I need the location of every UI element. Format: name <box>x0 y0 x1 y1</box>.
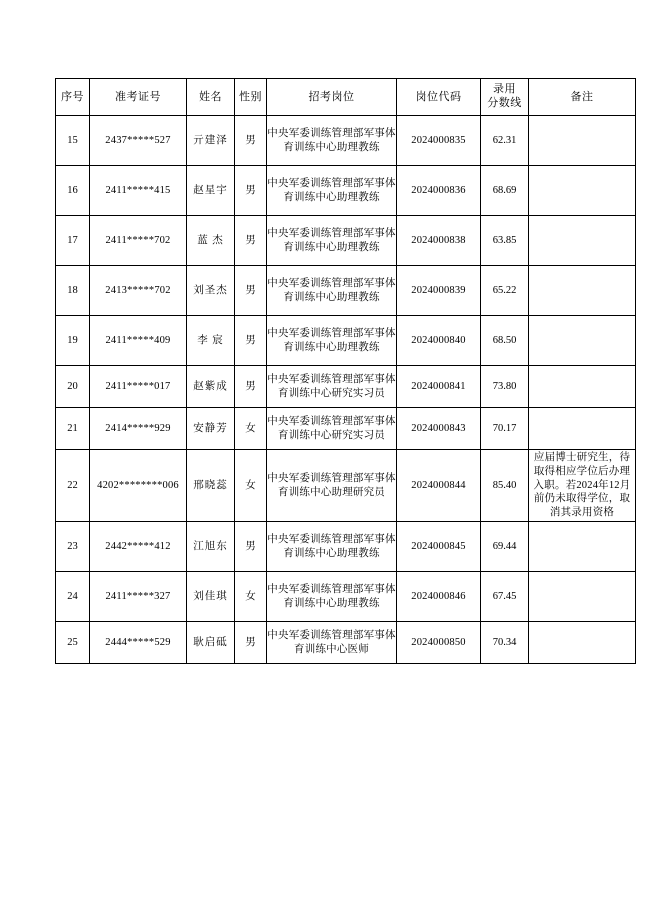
cell-remark: 应届博士研究生，待取得相应学位后办理入职。若2024年12月前仍未取得学位，取消其录用资格 <box>529 450 636 522</box>
cell-post: 中央军委训练管理部军事体育训练中心助理教练 <box>267 572 397 622</box>
cell-name: 耿启砥 <box>187 622 235 664</box>
cell-remark <box>529 572 636 622</box>
cell-post: 中央军委训练管理部军事体育训练中心助理教练 <box>267 522 397 572</box>
cell-name: 亓建泽 <box>187 116 235 166</box>
cell-gender: 男 <box>235 366 267 408</box>
cell-post-code: 2024000843 <box>397 408 481 450</box>
table-row <box>56 522 636 572</box>
cell-post-code: 2024000839 <box>397 266 481 316</box>
table-row <box>56 572 636 622</box>
column-header-post: 招考岗位 <box>267 79 397 116</box>
cell-score: 68.69 <box>481 166 529 216</box>
cell-gender: 女 <box>235 408 267 450</box>
table-row <box>56 366 636 408</box>
cell-post-code: 2024000850 <box>397 622 481 664</box>
column-header-post-code: 岗位代码 <box>397 79 481 116</box>
cell-name: 安静芳 <box>187 408 235 450</box>
cell-score: 70.17 <box>481 408 529 450</box>
cell-score: 68.50 <box>481 316 529 366</box>
cell-gender: 男 <box>235 622 267 664</box>
column-header-gender: 性别 <box>235 79 267 116</box>
cell-gender: 女 <box>235 572 267 622</box>
cell-gender: 男 <box>235 166 267 216</box>
cell-post-code: 2024000835 <box>397 116 481 166</box>
cell-post-code: 2024000838 <box>397 216 481 266</box>
cell-gender: 男 <box>235 216 267 266</box>
cell-index: 17 <box>56 216 90 266</box>
cell-score: 70.34 <box>481 622 529 664</box>
cell-admission-no: 2444*****529 <box>90 622 187 664</box>
table-row <box>56 266 636 316</box>
cell-post: 中央军委训练管理部军事体育训练中心助理研究员 <box>267 450 397 522</box>
column-header-score-line2: 分数线 <box>487 97 522 109</box>
recruitment-results-table <box>55 78 636 664</box>
cell-post: 中央军委训练管理部军事体育训练中心助理教练 <box>267 116 397 166</box>
cell-post: 中央军委训练管理部军事体育训练中心助理教练 <box>267 316 397 366</box>
cell-index: 16 <box>56 166 90 216</box>
column-header-score <box>481 79 529 116</box>
cell-remark <box>529 366 636 408</box>
cell-admission-no: 2437*****527 <box>90 116 187 166</box>
cell-name: 邢晓蕊 <box>187 450 235 522</box>
cell-name: 江旭东 <box>187 522 235 572</box>
cell-post-code: 2024000846 <box>397 572 481 622</box>
cell-post: 中央军委训练管理部军事体育训练中心研究实习员 <box>267 366 397 408</box>
cell-remark <box>529 116 636 166</box>
cell-remark <box>529 522 636 572</box>
cell-index: 15 <box>56 116 90 166</box>
cell-post-code: 2024000841 <box>397 366 481 408</box>
table-header-row <box>56 79 636 116</box>
cell-index: 23 <box>56 522 90 572</box>
cell-score: 73.80 <box>481 366 529 408</box>
cell-admission-no: 2413*****702 <box>90 266 187 316</box>
cell-index: 18 <box>56 266 90 316</box>
table-row <box>56 408 636 450</box>
cell-score: 62.31 <box>481 116 529 166</box>
table-row <box>56 116 636 166</box>
table-row <box>56 450 636 522</box>
cell-name: 李 宸 <box>187 316 235 366</box>
cell-admission-no: 2414*****929 <box>90 408 187 450</box>
cell-index: 21 <box>56 408 90 450</box>
cell-name: 赵紫成 <box>187 366 235 408</box>
cell-gender: 男 <box>235 266 267 316</box>
cell-index: 25 <box>56 622 90 664</box>
cell-index: 20 <box>56 366 90 408</box>
cell-remark <box>529 316 636 366</box>
table-row <box>56 216 636 266</box>
table-row <box>56 622 636 664</box>
cell-name: 赵星宇 <box>187 166 235 216</box>
cell-admission-no: 2411*****702 <box>90 216 187 266</box>
cell-admission-no: 2442*****412 <box>90 522 187 572</box>
cell-post-code: 2024000845 <box>397 522 481 572</box>
cell-name: 刘圣杰 <box>187 266 235 316</box>
cell-admission-no: 2411*****415 <box>90 166 187 216</box>
cell-gender: 女 <box>235 450 267 522</box>
cell-admission-no: 2411*****017 <box>90 366 187 408</box>
cell-admission-no: 4202********006 <box>90 450 187 522</box>
cell-name: 蓝 杰 <box>187 216 235 266</box>
cell-admission-no: 2411*****409 <box>90 316 187 366</box>
cell-score: 63.85 <box>481 216 529 266</box>
cell-post: 中央军委训练管理部军事体育训练中心助理教练 <box>267 266 397 316</box>
cell-gender: 男 <box>235 522 267 572</box>
cell-post: 中央军委训练管理部军事体育训练中心助理教练 <box>267 216 397 266</box>
cell-admission-no: 2411*****327 <box>90 572 187 622</box>
cell-score: 67.45 <box>481 572 529 622</box>
cell-score: 85.40 <box>481 450 529 522</box>
column-header-score-line1: 录用 <box>493 83 516 96</box>
column-header-remark: 备注 <box>529 79 636 116</box>
cell-post-code: 2024000844 <box>397 450 481 522</box>
table-row <box>56 166 636 216</box>
cell-index: 22 <box>56 450 90 522</box>
cell-remark <box>529 166 636 216</box>
cell-post-code: 2024000840 <box>397 316 481 366</box>
cell-gender: 男 <box>235 116 267 166</box>
cell-name: 刘佳琪 <box>187 572 235 622</box>
cell-remark <box>529 622 636 664</box>
cell-remark <box>529 266 636 316</box>
cell-index: 24 <box>56 572 90 622</box>
column-header-admission-no: 准考证号 <box>90 79 187 116</box>
cell-score: 69.44 <box>481 522 529 572</box>
cell-post-code: 2024000836 <box>397 166 481 216</box>
cell-remark <box>529 216 636 266</box>
table-row <box>56 316 636 366</box>
cell-post: 中央军委训练管理部军事体育训练中心助理教练 <box>267 166 397 216</box>
cell-post: 中央军委训练管理部军事体育训练中心研究实习员 <box>267 408 397 450</box>
cell-post: 中央军委训练管理部军事体育训练中心医师 <box>267 622 397 664</box>
cell-score: 65.22 <box>481 266 529 316</box>
cell-index: 19 <box>56 316 90 366</box>
cell-remark <box>529 408 636 450</box>
cell-gender: 男 <box>235 316 267 366</box>
column-header-name: 姓名 <box>187 79 235 116</box>
column-header-index: 序号 <box>56 79 90 116</box>
